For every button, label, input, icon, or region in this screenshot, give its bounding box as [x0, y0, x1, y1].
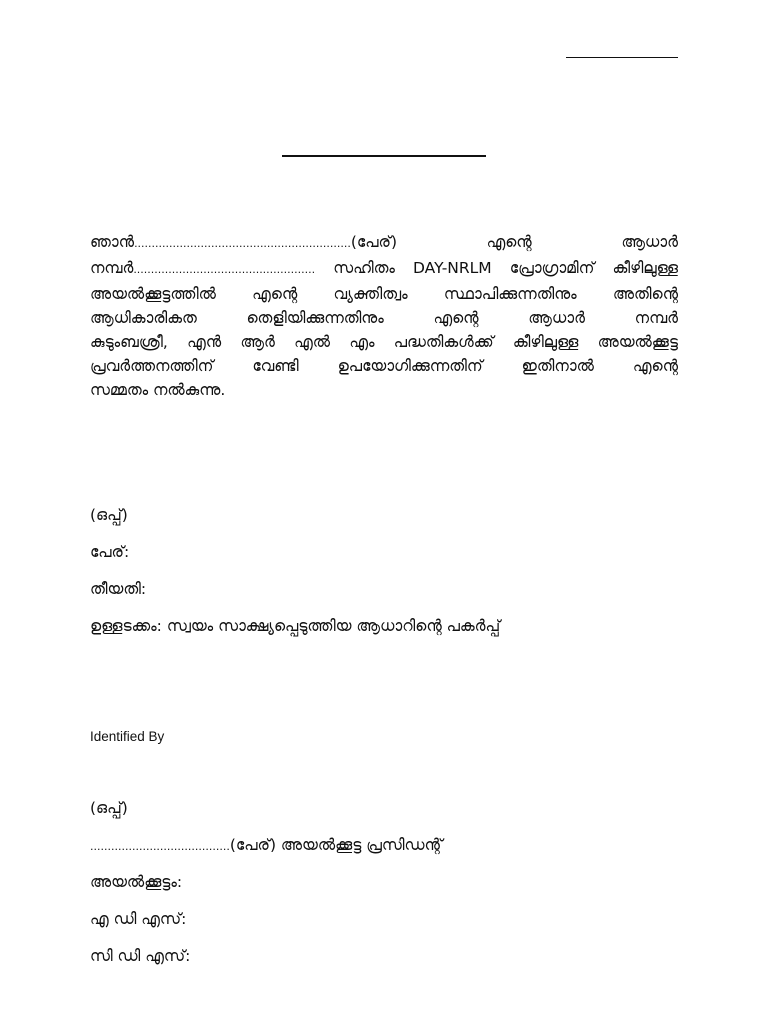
president-label: (പേര്) അയൽക്കൂട്ട പ്രസിഡന്റ് — [229, 836, 443, 854]
consent-word: ഞാൻ — [90, 233, 135, 251]
consent-word: നമ്പർ — [90, 259, 134, 277]
signatory-date: തീയതി: — [90, 580, 147, 598]
consent-line-3: അയൽക്കൂട്ടത്തിൽ എന്റെ വ്യക്തിത്വം സ്ഥാപിക്കുന്നതിനും അതിന്റെ — [90, 285, 678, 303]
nhg-field: അയൽക്കൂട്ടം: — [90, 873, 183, 891]
signatory-name: പേര്: — [90, 543, 130, 561]
top-right-blank-line — [566, 57, 678, 58]
consent-line-5: കുടുംബശ്രീ, എൻ ആർ എൽ എം പദ്ധതികൾക്ക് കീഴിലുള്ള അയൽക്കൂട്ട — [90, 333, 678, 351]
consent-line-4: ആധികാരികത തെളിയിക്കുന്നതിനും എന്റെ ആധാർ നമ്പർ — [90, 309, 678, 327]
consent-word: ആധാർ — [621, 233, 678, 251]
cds-field: സി ഡി എസ്: — [90, 947, 191, 965]
president-name-blank: ........................................ — [90, 840, 230, 853]
consent-word: (പേര്) — [350, 233, 397, 251]
title-underline — [282, 155, 486, 157]
consent-line-7: സമ്മതം നൽകുന്നു. — [90, 381, 226, 399]
consent-word: സഹിതം DAY-NRLM പ്രോഗ്രാമിന് — [333, 259, 595, 277]
consent-line-6: പ്രവർത്തനത്തിന് വേണ്ടി ഉപയോഗിക്കുന്നതിന് ഇതിനാൽ എന്റെ — [90, 357, 678, 375]
aadhaar-blank: .................................................... — [133, 263, 316, 276]
name-blank: .............................................................. — [134, 237, 351, 250]
consent-word: കീഴിലുള്ള — [612, 259, 678, 277]
consent-line-1 — [90, 230, 678, 256]
ads-field: എ ഡി എസ്: — [90, 910, 187, 928]
enclosure-note: ഉള്ളടക്കം: സ്വയം സാക്ഷ്യപ്പെടുത്തിയ ആധാറിന്റെ പകർപ്പ് — [90, 617, 501, 635]
consent-word: എന്റെ — [486, 233, 532, 251]
identifier-signature: (ഒപ്പ്) — [90, 799, 128, 817]
identified-by-heading: Identified By — [90, 729, 165, 744]
president-line — [90, 836, 443, 855]
signatory-signature: (ഒപ്പ്) — [90, 506, 128, 524]
consent-paragraph — [90, 230, 678, 402]
consent-line-2 — [90, 256, 678, 282]
